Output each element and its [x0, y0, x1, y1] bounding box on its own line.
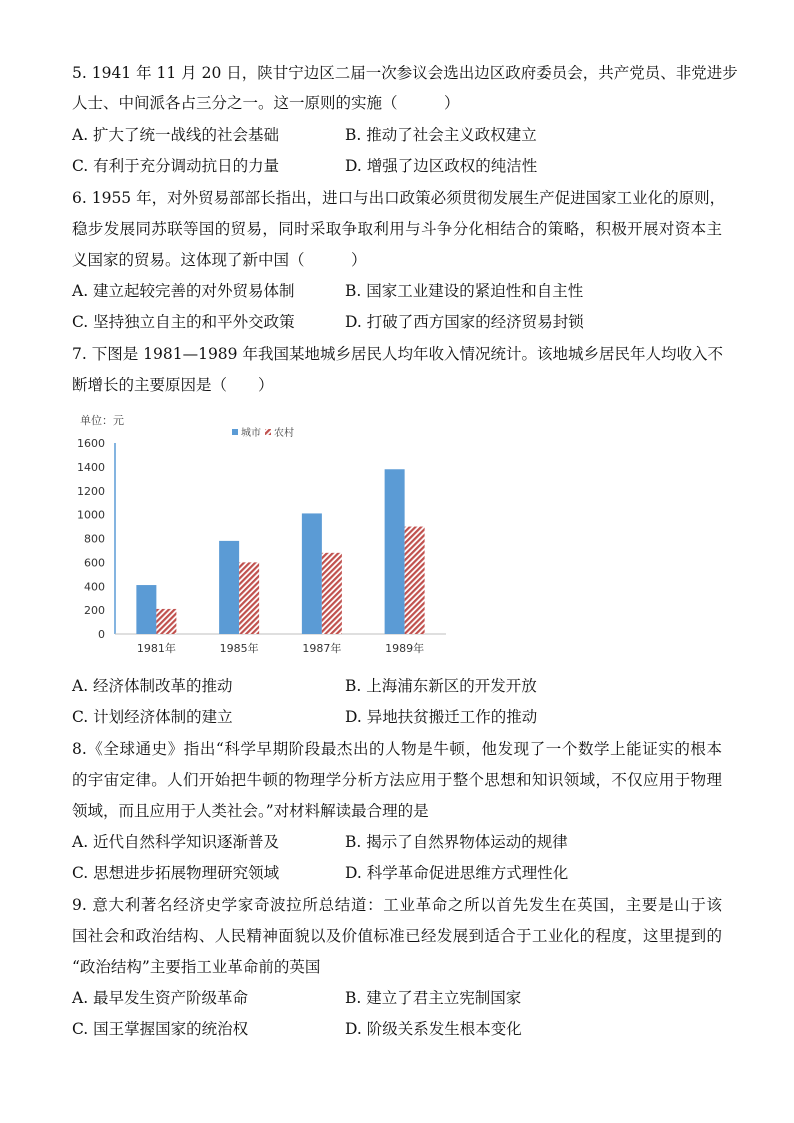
q6-option-d: D. 打破了西方国家的经济贸易封锁: [345, 313, 584, 331]
legend-swatch-urban: [232, 429, 238, 435]
q5-stem-line2: 人士、中间派各占三分之一。这一原则的实施（ ）: [72, 94, 460, 112]
q6-option-c: C. 坚持独立自主的和平外交政策: [72, 313, 295, 331]
q9-option-a: A. 最早发生资产阶级革命: [72, 989, 249, 1007]
q8-option-b: B. 揭示了自然界物体运动的规律: [345, 833, 568, 851]
x-tick-label: 1989年: [385, 642, 425, 655]
y-tick-label: 800: [84, 532, 105, 546]
y-tick-label: 1200: [77, 484, 105, 498]
bar-urban-3: [302, 513, 322, 634]
q9-stem-line2: 国社会和政治结构、人民精神面貌以及价值标准已经发展到适合于工业化的程度，这里提到的: [72, 927, 722, 945]
bar-urban-4: [385, 469, 405, 634]
y-tick-label: 0: [98, 628, 105, 641]
q5-option-a: A. 扩大了统一战线的社会基础: [72, 126, 280, 144]
q8-option-a: A. 近代自然科学知识逐渐普及: [72, 833, 280, 851]
q9-option-d: D. 阶级关系发生根本变化: [345, 1020, 522, 1038]
q7-option-b: B. 上海浦东新区的开发开放: [345, 677, 537, 695]
income-bar-chart: [72, 405, 462, 660]
q5-option-c: C. 有利于充分调动抗日的力量: [72, 157, 280, 175]
y-tick-label: 600: [84, 556, 105, 570]
q9-stem-line1: 9. 意大利著名经济史学家奇波拉所总结道：工业革命之所以首先发生在英国，主要是山于该: [72, 896, 722, 914]
y-tick-label: 400: [84, 580, 105, 594]
q9-option-b: B. 建立了君主立宪制国家: [345, 989, 522, 1007]
legend-label-rural: 农村: [274, 428, 294, 439]
q5-stem-line1: 5. 1941 年 11 月 20 日，陕甘宁边区二届一次参议会选出边区政府委员会，共产党员、非党进步: [72, 64, 738, 82]
q9-option-c: C. 国王掌握国家的统治权: [72, 1020, 249, 1038]
q6-option-a: A. 建立起较完善的对外贸易体制: [72, 282, 295, 300]
q8-stem-line3: 领域，而且应用于人类社会。”对材料解读最合理的是: [72, 802, 429, 820]
q7-option-a: A. 经济体制改革的推动: [72, 677, 233, 695]
bar-rural-1: [156, 609, 176, 634]
q7-option-d: D. 异地扶贫搬迁工作的推动: [345, 708, 538, 726]
q8-option-c: C. 思想进步拓展物理研究领域: [72, 864, 280, 882]
q5-option-d: D. 增强了边区政权的纯洁性: [345, 157, 538, 175]
y-tick-label: 1600: [77, 437, 105, 450]
bar-urban-2: [219, 541, 239, 634]
x-tick-label: 1981年: [136, 642, 176, 655]
q6-stem-line3: 义国家的贸易。这体现了新中国（ ）: [72, 251, 367, 269]
q8-option-d: D. 科学革命促进思维方式理性化: [345, 864, 569, 882]
bar-urban-1: [136, 585, 156, 634]
y-tick-label: 200: [84, 604, 105, 618]
q6-stem-line1: 6. 1955 年，对外贸易部部长指出，进口与出口政策必须贯彻发展生产促进国家工业化的原则，: [72, 189, 726, 207]
q6-option-b: B. 国家工业建设的紧迫性和自主性: [345, 282, 584, 300]
x-tick-label: 1987年: [302, 642, 342, 655]
q7-stem-line2: 断增长的主要原因是（ ）: [72, 376, 274, 394]
legend-swatch-rural: [265, 429, 271, 435]
legend-label-urban: 城市: [241, 428, 261, 439]
q9-stem-line3: “政治结构”主要指工业革命前的英国: [72, 958, 321, 976]
q8-stem-line2: 的宇宙定律。人们开始把牛顿的物理学分析方法应用于整个思想和知识领域，不仅应用于物理: [72, 771, 722, 789]
chart-unit-label: 单位：元: [80, 414, 124, 427]
q8-stem-line1: 8.《全球通史》指出“科学早期阶段最杰出的人物是牛顿，他发现了一个数学上能证实的根本: [72, 740, 722, 758]
x-tick-label: 1985年: [219, 642, 259, 655]
y-tick-label: 1000: [77, 508, 105, 522]
y-tick-label: 1400: [77, 460, 105, 474]
bar-rural-3: [322, 553, 342, 634]
q7-option-c: C. 计划经济体制的建立: [72, 708, 233, 726]
bar-rural-2: [239, 562, 259, 634]
q7-stem-line1: 7. 下图是 1981—1989 年我国某地城乡居民人均年收入情况统计。该地城乡居民年人均收入不: [72, 345, 723, 363]
q6-stem-line2: 稳步发展同苏联等国的贸易，同时采取争取利用与斗争分化相结合的策略，积极开展对资本主: [72, 220, 722, 238]
q5-option-b: B. 推动了社会主义政权建立: [345, 126, 537, 144]
bar-rural-4: [405, 527, 425, 634]
